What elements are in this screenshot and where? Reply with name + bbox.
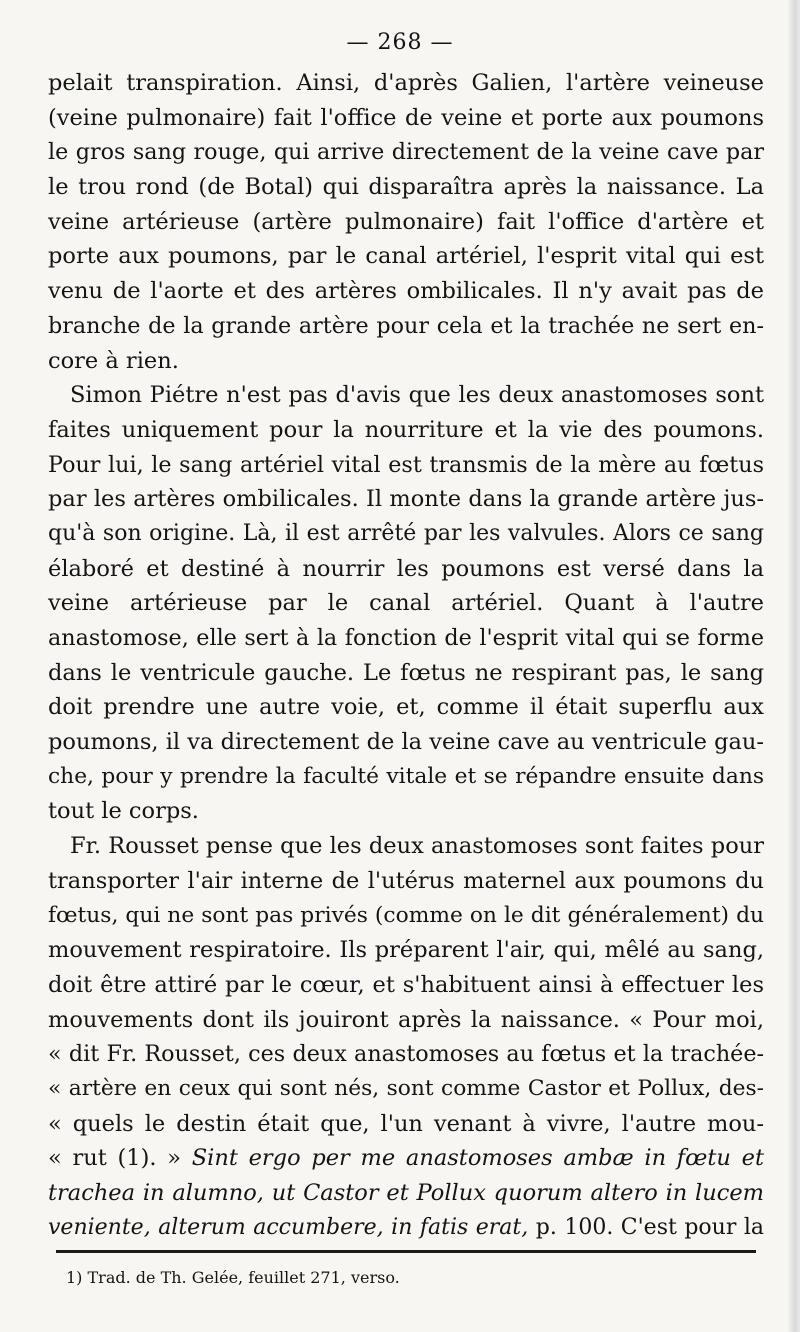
text-line: qu'à son origine. Là, il est arrêté par les valvules. Alors ce sang <box>48 520 764 546</box>
text-line: Simon Piétre n'est pas d'avis que les deux anastomoses sont <box>70 382 764 409</box>
quote-text: « rut (1). » <box>48 1145 192 1172</box>
text-line: tout le corps. <box>48 798 199 825</box>
text-line: che, pour y prendre la faculté vitale et se répandre ensuite dans <box>48 763 764 789</box>
text-line: « artère en ceux qui sont nés, sont comme Castor et Pollux, des- <box>48 1075 764 1101</box>
text-line: Pour lui, le sang artériel vital est transmis de la mère au fœtus <box>48 451 764 478</box>
text-line: branche de la grande artère pour cela et la trachée ne sert en- <box>48 312 764 339</box>
text-line: Fr. Rousset pense que les deux anastomoses sont faites pour <box>70 833 764 860</box>
text-line: faites uniquement pour la nourriture et la vie des poumons. <box>48 416 764 443</box>
text-line: transporter l'air interne de l'utérus maternel aux poumons du <box>48 867 764 894</box>
text-line: (veine pulmonaire) fait l'office de veine et porte aux poumons <box>48 104 764 131</box>
latin-quote-text: veniente, alterum accumbere, in fatis erat, <box>48 1214 529 1240</box>
text-line: pelait transpiration. Ainsi, d'après Galien, l'artère veineuse <box>48 70 764 96</box>
text-line: dans le ventricule gauche. Le fœtus ne respirant pas, le sang <box>48 659 764 686</box>
text-line: poumons, il va directement de la veine cave au ventricule gau- <box>48 729 764 756</box>
text-line-latin-2 <box>48 1176 764 1211</box>
text-line: fœtus, qui ne sont pas privés (comme on le dit généralement) du <box>48 902 764 928</box>
footnote: 1) Trad. de Th. Gelée, feuillet 271, verso. <box>66 1268 400 1287</box>
text-lines <box>48 66 764 1141</box>
text-line-latin-3 <box>48 1211 764 1246</box>
latin-quote-text: Sint ergo per me anastomoses ambæ in fœtu et <box>191 1145 764 1172</box>
text-line: veine artérieuse (artère pulmonaire) fait l'office d'artère et <box>48 208 764 235</box>
text-line: veine artérieuse par le canal artériel. Quant à l'autre <box>48 590 764 617</box>
text-line: anastomose, elle sert à la fonction de l'esprit vital qui se forme <box>48 625 764 651</box>
footnote-divider <box>56 1250 756 1253</box>
text-line: par les artères ombilicales. Il monte dans la grande artère jus- <box>48 486 764 513</box>
page-reference-text: p. 100. C'est pour la <box>528 1214 764 1240</box>
text-line: doit être attiré par le cœur, et s'habituent ainsi à effectuer les <box>48 971 764 998</box>
text-line: le gros sang rouge, qui arrive directement de la veine cave par <box>48 139 764 166</box>
text-line: « dit Fr. Rousset, ces deux anastomoses au fœtus et la trachée- <box>48 1041 764 1068</box>
text-line-latin-1 <box>48 1141 764 1176</box>
page-edge-shadow <box>788 0 800 1332</box>
text-line: porte aux poumons, par le canal artériel, l'esprit vital qui est <box>48 243 764 270</box>
text-line: venu de l'aorte et des artères ombilicales. Il n'y avait pas de <box>48 278 764 305</box>
text-line: le trou rond (de Botal) qui disparaîtra après la naissance. La <box>48 174 764 201</box>
text-line: « quels le destin était que, l'un venant à vivre, l'autre mou- <box>48 1110 764 1137</box>
latin-quote-text: trachea in alumno, ut Castor et Pollux quorum altero in lucem <box>48 1180 764 1206</box>
text-line: élaboré et destiné à nourrir les poumons est versé dans la <box>48 555 764 582</box>
text-line: mouvement respiratoire. Ils préparent l'air, qui, mêlé au sang, <box>48 937 764 964</box>
text-line: doit prendre une autre voie, et, comme il était superflu aux <box>48 694 764 721</box>
body-text <box>48 66 764 1245</box>
page-number: — 268 — <box>346 30 454 55</box>
text-line: core à rien. <box>48 347 179 374</box>
text-line: mouvements dont ils jouiront après la naissance. « Pour moi, <box>48 1006 764 1033</box>
